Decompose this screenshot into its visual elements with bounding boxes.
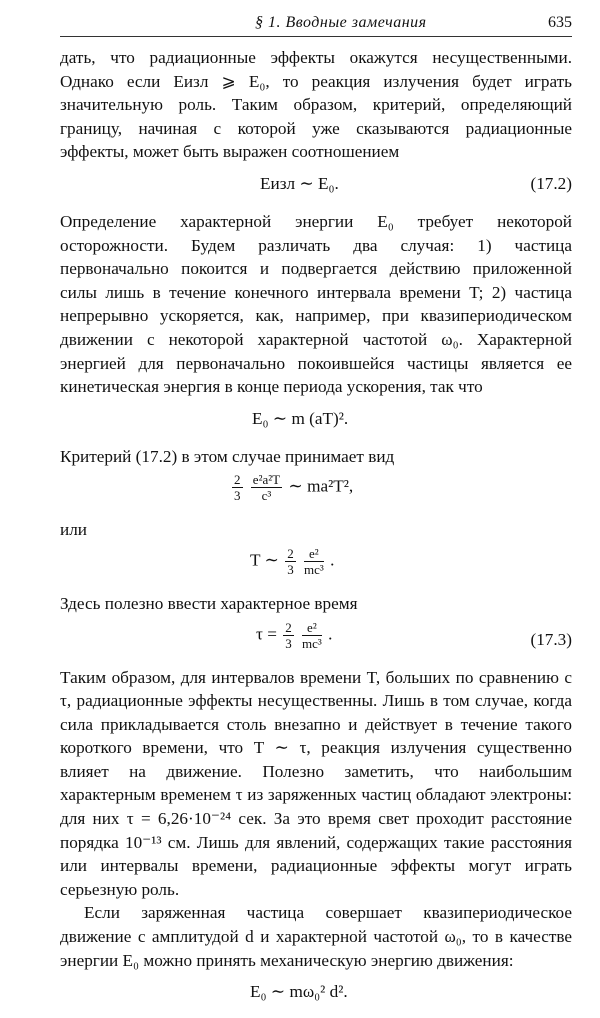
section-title: § 1. Вводные замечания — [255, 14, 427, 31]
equation-17-2-number: (17.2) — [530, 173, 572, 193]
equation-energy — [60, 399, 572, 445]
coefficient-fraction: $\frac{2}{3}$ — [234, 472, 241, 504]
main-fraction: $\frac{\text{e²a²T}}{\text{c³}}$ — [252, 472, 281, 504]
page-body — [60, 46, 572, 1018]
equation-17-3-number: (17.3) — [530, 629, 572, 649]
paragraph-5: Здесь полезно ввести характерное время — [60, 593, 358, 613]
paragraph-7: Если заряженная частица совершает квазипериодическое движение с амплитудой d и характерной частотой ω₀, то в качестве энергии E₀ можно принять механическую энергию движения: — [60, 903, 572, 970]
page-number: 635 — [548, 14, 572, 31]
paragraph-6: Таким образом, для интервалов времени T, больших по сравнению с τ, радиационные эффекты несущественны. Лишь в том случае, когда сила прикладывается столь внезапно и действует в течение такого короткого времени, что T ∼ τ, реакция излучения существенно влияет на движение. Полезно заметить, что наибольшим характерным временем τ из заряженных частиц обладают электроны: для них τ = 6,26·10⁻²⁴ сек. За это время свет проходит расстояние порядка 10⁻¹³ см. Лишь для явлений, содержащих такие расстояния или интервалы времени, радиационные эффекты могут играть серьезную роль. — [60, 667, 572, 899]
equation-17-2 — [60, 164, 572, 210]
equation-mechanical-energy — [60, 972, 572, 1018]
paragraph-3: Критерий (17.2) в этом случае принимает вид — [60, 446, 395, 466]
equation-mechanical-energy-body: E₀ ∼ mω₀² d². — [250, 982, 348, 1002]
equation-energy-body: E₀ ∼ m (aT)². — [252, 408, 349, 428]
paragraph-4: или — [60, 520, 87, 540]
equation-criterion-rhs: ∼ ma²T², — [288, 476, 354, 496]
equation-time-estimate: T ∼ $\frac{2}{3}$ $\frac{\text{e²}}{\text{mc³}}$ . — [250, 545, 335, 577]
running-header — [60, 14, 572, 37]
paragraph-1: дать, что радиационные эффекты окажутся несущественными. Однако если Eизл ⩾ E₀, то реакция излучения будет играть значительную роль. Таким образом, критерий, определяющий границу, начиная с которой уже сказываются радиационные эффекты, может быть выражен соотношением — [60, 48, 572, 162]
paragraph-2: Определение характерной энергии E₀ требует некоторой осторожности. Будем различать два случая: 1) частица первоначально покоится и подвергается действию приложенной силы лишь в течение конечного интервала времени T; 2) частица непрерывно ускоряется, как, например, при квазипериодическом движении с некоторой характерной частотой ω₀. Характерной энергией для первоначально покоившейся частицы является ее кинетическая энергия в конце периода ускорения, так что — [60, 211, 572, 397]
equation-17-2-body: Eизл ∼ E₀. — [260, 173, 339, 193]
equation-17-3: τ = $\frac{2}{3}$ $\frac{\text{e²}}{\text{mc³}}$ . (17.3) — [256, 619, 572, 651]
equation-criterion — [60, 468, 572, 518]
